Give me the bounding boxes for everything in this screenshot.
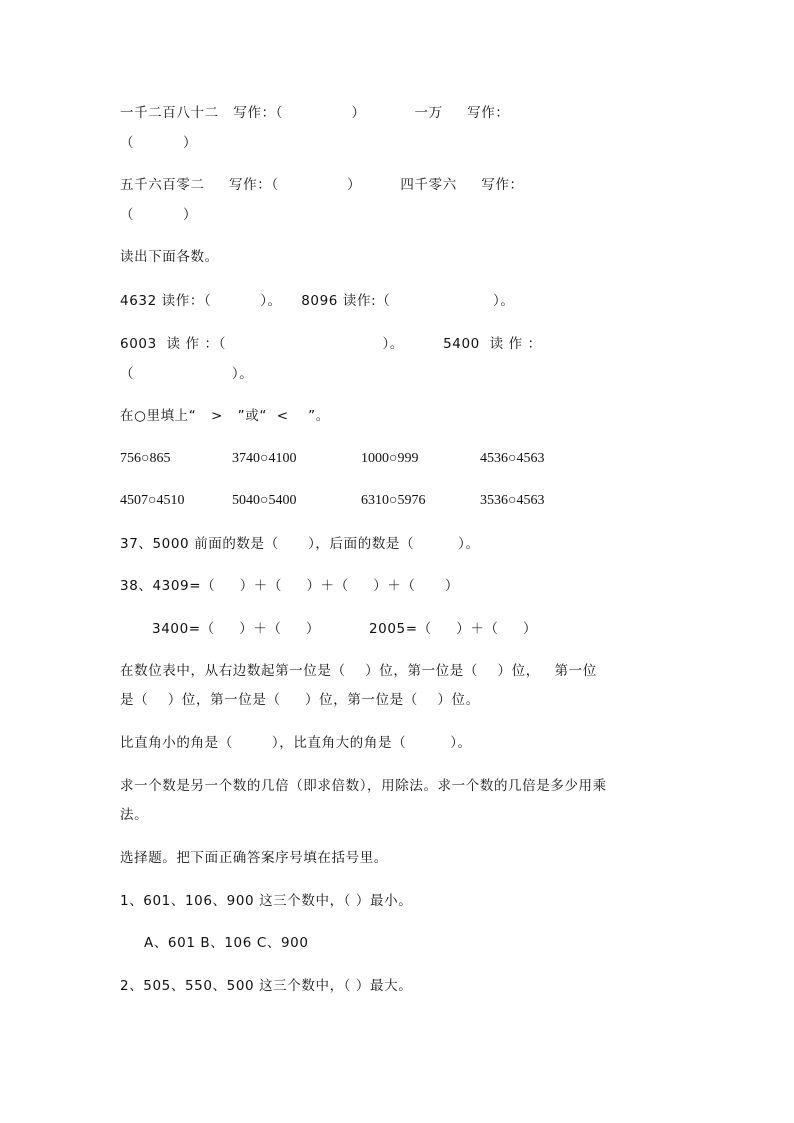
line-multiples-cont: 法。: [120, 807, 149, 823]
line-place-value: 在数位表中，从右边数起第一位是（ ）位，第一位是（ ）位， 第一位: [120, 663, 597, 679]
line-write-blank-1: （ ）: [120, 135, 198, 151]
question-38: 38、4309=（ ）＋（ ）＋（ ）＋（ ）: [120, 578, 459, 594]
line-read-blank: （ ）。: [120, 366, 254, 382]
line-read-4632-8096: 4632 读作：（ ）。 8096 读作:（ ）。: [120, 293, 515, 309]
compare-item: 4536○4563: [480, 451, 545, 466]
line-write-5602-4006: 五千六百零二 写作：（ ） 四千零六 写作：: [120, 177, 524, 193]
compare-item: 1000○999: [361, 451, 419, 466]
question-37: 37、5000 前面的数是（ ），后面的数是（ ）。: [120, 536, 480, 552]
choice-options-1: A、601 B、106 C、900: [144, 935, 309, 951]
line-write-1282-10000: 一千二百八十二 写作：（ ） 一万 写作：: [120, 105, 510, 121]
compare-item: 6310○5976: [361, 493, 426, 508]
heading-choice: 选择题。把下面正确答案序号填在括号里。: [120, 850, 388, 866]
compare-item: 4507○4510: [120, 493, 185, 508]
choice-question-1: 1、601、106、900 这三个数中，（ ）最小。: [120, 893, 413, 909]
line-place-value-cont: 是（ ）位，第一位是（ ）位，第一位是（ ）位。: [120, 692, 480, 708]
line-write-blank-2: （ ）: [120, 207, 198, 223]
heading-compare: 在○里填上“ > ”或“ < ”。: [120, 408, 330, 424]
compare-item: 3536○4563: [480, 493, 545, 508]
line-angles: 比直角小的角是（ ），比直角大的角是（ ）。: [120, 735, 472, 751]
compare-item: 756○865: [120, 451, 171, 466]
heading-read-numbers: 读出下面各数。: [120, 249, 219, 265]
question-38-sub: 3400=（ ）＋（ ） 2005=（ ）＋（ ）: [152, 621, 538, 637]
line-multiples: 求一个数是另一个数的几倍（即求倍数），用除法。求一个数的几倍是多少用乘: [120, 778, 607, 794]
choice-question-2: 2、505、550、500 这三个数中，（ ）最大。: [120, 978, 413, 994]
compare-item: 5040○5400: [232, 493, 297, 508]
line-read-6003-5400: 6003 读 作 ：（ ）。 5400 读 作 ：: [120, 336, 542, 352]
compare-item: 3740○4100: [232, 451, 297, 466]
